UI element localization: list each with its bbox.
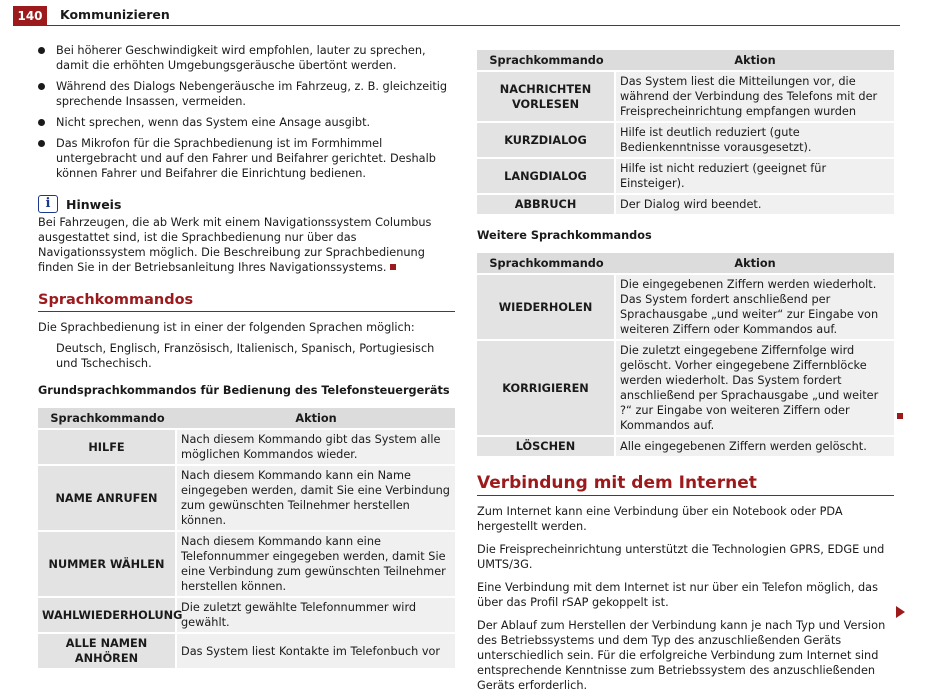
note-title: Hinweis: [66, 196, 122, 212]
list-item: Nicht sprechen, wenn das System eine Ansage ausgibt.: [38, 115, 455, 130]
table-row: [477, 437, 894, 456]
column-header: Aktion: [616, 50, 894, 70]
list-item: Während des Dialogs Nebengeräusche im Fahrzeug, z. B. gleichzeitig sprechende Insassen, vermeiden.: [38, 79, 455, 109]
table-heading: Weitere Sprachkommandos: [477, 229, 652, 242]
continue-arrow-icon: [896, 606, 905, 618]
command-cell: ABBRUCH: [477, 195, 616, 214]
table-row: [477, 159, 894, 193]
bullet-icon: [38, 83, 45, 90]
note-text: Bei Fahrzeugen, die ab Werk mit einem Navigationssystem Columbus ausgestattet sind, ist die Sprachbedienung nur über das Navigationssystem möglich. Die Beschreibung zur Sprachbedienung finden Sie in der Betriebsanleitung Ihres Navigationssystems.: [38, 216, 432, 274]
table-row: [477, 275, 894, 339]
info-icon: i: [38, 195, 58, 213]
action-cell: Das System liest Kontakte im Telefonbuch vor: [177, 634, 455, 668]
command-cell: WAHLWIEDERHOLUNG: [38, 598, 177, 632]
column-header: Sprachkommando: [477, 50, 616, 70]
action-cell: Die zuletzt eingegebene Ziffernfolge wird gelöscht. Vorher eingegebene Ziffernblöcke werden wiederholt. Das System fordert anschließend per Sprachausgabe „und weiter ?“ zur Eingabe von weiteren Ziffern oder Kommandos auf.: [616, 341, 894, 435]
languages-text: Deutsch, Englisch, Französisch, Italienisch, Spanisch, Portugiesisch und Tschechisch.: [56, 342, 435, 370]
table-row: [38, 430, 455, 464]
tips-list: [38, 43, 455, 181]
action-cell: Nach diesem Kommando kann eine Telefonnummer eingegeben werden, damit Sie eine Verbindung zum gewünschten Teilnehmer herstellen können.: [177, 532, 455, 596]
action-cell: Hilfe ist deutlich reduziert (gute Bedienkenntnisse vorausgesetzt).: [616, 123, 894, 157]
end-mark-icon: [897, 413, 903, 419]
list-item: Bei höherer Geschwindigkeit wird empfohlen, lauter zu sprechen, damit die erhöhten Umgebungsgeräusche übertönt werden.: [38, 43, 455, 73]
page-header: [0, 0, 950, 26]
command-cell: NAME ANRUFEN: [38, 466, 177, 530]
section-title: Verbindung mit dem Internet: [477, 476, 894, 496]
column-header: Aktion: [177, 408, 455, 428]
bullet-icon: [38, 119, 45, 126]
command-cell: LANGDIALOG: [477, 159, 616, 193]
column-header: Aktion: [616, 253, 894, 273]
table-row: [477, 72, 894, 121]
section-title: Sprachkommandos: [38, 293, 455, 312]
chapter-title: Kommunizieren: [60, 7, 170, 22]
column-header: Sprachkommando: [38, 408, 177, 428]
paragraph: Der Ablauf zum Herstellen der Verbindung kann je nach Typ und Version des Betriebssystems und dem Typ des anzuschließenden Geräts unterschiedlich sein. Für die erfolgreiche Verbindung zum Internet sind entsprechende Kenntnisse zum Betriebssystem des anzuschließenden Geräts erforderlich.: [477, 619, 886, 692]
command-cell: NUMMER WÄHLEN: [38, 532, 177, 596]
command-cell: KORRIGIEREN: [477, 341, 616, 435]
list-item: Das Mikrofon für die Sprachbedienung ist im Formhimmel untergebracht und auf den Fahrer und Beifahrer gerichtet. Deshalb können Fahrer und Beifahrer die Einrichtung bedienen.: [38, 136, 455, 181]
paragraph: Zum Internet kann eine Verbindung über ein Notebook oder PDA hergestellt werden.: [477, 505, 843, 533]
end-mark-icon: [390, 264, 396, 270]
action-cell: Alle eingegebenen Ziffern werden gelöscht.: [616, 437, 894, 456]
table-row: [38, 466, 455, 530]
action-cell: Nach diesem Kommando kann ein Name eingegeben werden, damit Sie eine Verbindung zum gewünschten Teilnehmer herstellen können.: [177, 466, 455, 530]
paragraph: Eine Verbindung mit dem Internet ist nur über ein Telefon möglich, das über das Profil rSAP gekoppelt ist.: [477, 581, 878, 609]
table-row: [38, 598, 455, 632]
action-cell: Die eingegebenen Ziffern werden wiederholt. Das System fordert anschließend per Sprachausgabe „und weiter“ zur Eingabe von weiteren Ziffern oder Kommandos auf.: [616, 275, 894, 339]
paragraph: Die Freisprecheinrichtung unterstützt die Technologien GPRS, EDGE und UMTS/3G.: [477, 543, 885, 571]
table-row: [38, 634, 455, 668]
action-cell: Das System liest die Mitteilungen vor, die während der Verbindung des Telefons mit der Freisprecheinrichtung empfangen wurden: [616, 72, 894, 121]
note-header: [38, 195, 455, 213]
command-cell: WIEDERHOLEN: [477, 275, 616, 339]
action-cell: Die zuletzt gewählte Telefonnummer wird gewählt.: [177, 598, 455, 632]
table-row: [477, 341, 894, 435]
action-cell: Nach diesem Kommando gibt das System alle möglichen Kommandos wieder.: [177, 430, 455, 464]
more-commands-table: [477, 48, 894, 216]
page-number: 140: [13, 6, 47, 26]
command-cell: NACHRICHTEN VORLESEN: [477, 72, 616, 121]
action-cell: Der Dialog wird beendet.: [616, 195, 894, 214]
right-column: [477, 48, 894, 693]
command-cell: HILFE: [38, 430, 177, 464]
command-cell: LÖSCHEN: [477, 437, 616, 456]
table-row: [477, 123, 894, 157]
left-column: [38, 43, 455, 670]
action-cell: Hilfe ist nicht reduziert (geeignet für Einsteiger).: [616, 159, 894, 193]
command-cell: ALLE NAMEN ANHÖREN: [38, 634, 177, 668]
table-heading: Grundsprachkommandos für Bedienung des Telefonsteuergeräts: [38, 384, 450, 397]
further-commands-table: [477, 251, 894, 458]
table-row: [38, 532, 455, 596]
header-divider: [13, 25, 900, 26]
bullet-icon: [38, 47, 45, 54]
column-header: Sprachkommando: [477, 253, 616, 273]
intro-text: Die Sprachbedienung ist in einer der folgenden Sprachen möglich:: [38, 321, 415, 334]
table-row: [477, 195, 894, 214]
command-cell: KURZDIALOG: [477, 123, 616, 157]
basic-commands-table: [38, 406, 455, 670]
bullet-icon: [38, 140, 45, 147]
